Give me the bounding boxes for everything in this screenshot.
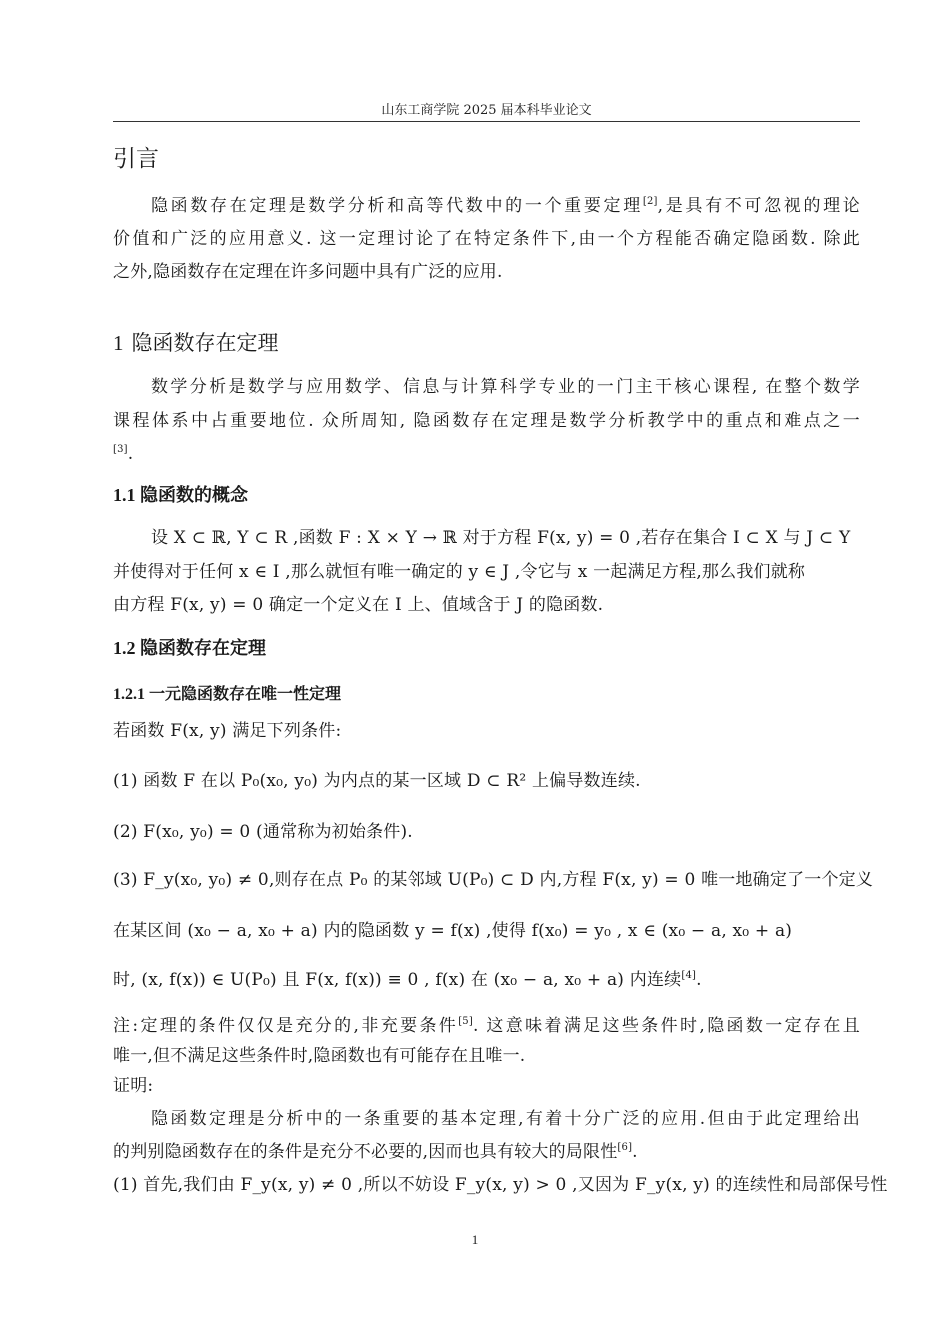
citation: [2] — [642, 196, 658, 207]
condition-3-line-1: (3) F_y(x₀, y₀) ≠ 0,则存在点 P₀ 的某邻域 U(P₀) ⊂ D 内,方程 F(x, y) = 0 唯一地确定了一个定义 — [113, 870, 874, 890]
section-1-2-1-heading: 1.2.1 一元隐函数存在唯一性定理 — [113, 686, 342, 703]
proof-line-3: (1) 首先,我们由 F_y(x, y) ≠ 0 ,所以不妨设 F_y(x, y) > 0 ,又因为 F_y(x, y) 的连续性和局部保号性 — [113, 1175, 888, 1195]
intro-line-2: 价值和广泛的应用意义. 这一定理讨论了在特定条件下,由一个方程能否确定隐函数. 除此 — [113, 229, 860, 249]
section-1-1-line-2: 并使得对于任何 x ∈ I ,那么就恒有唯一确定的 y ∈ J ,令它与 x 一起满足方程,那么我们就称 — [113, 562, 806, 582]
citation: [6] — [617, 1142, 633, 1153]
note-line-2: 唯一,但不满足这些条件时,隐函数也有可能存在且唯一. — [113, 1046, 526, 1066]
page-number: 1 — [471, 1232, 479, 1247]
section-1-1-line-3: 由方程 F(x, y) = 0 确定一个定义在 I 上、值域含于 J 的隐函数. — [113, 595, 604, 615]
citation: [4] — [681, 970, 697, 981]
proof-line-1: 隐函数定理是分析中的一条重要的基本定理,有着十分广泛的应用.但由于此定理给出 — [151, 1109, 860, 1129]
proof-label: 证明: — [113, 1076, 154, 1096]
note-line-1: 注:定理的条件仅仅是充分的,非充要条件[5]. 这意味着满足这些条件时,隐函数一定存在且 — [113, 1016, 860, 1036]
section-1-line-1: 数学分析是数学与应用数学、信息与计算科学专业的一门主干核心课程, 在整个数学 — [151, 377, 860, 397]
intro-heading: 引言 — [113, 146, 159, 172]
section-1-1-heading: 1.1 隐函数的概念 — [113, 485, 248, 505]
intro-line-1: 隐函数存在定理是数学分析和高等代数中的一个重要定理[2],是具有不可忽视的理论 — [151, 196, 860, 216]
condition-3-line-3: 时, (x, f(x)) ∈ U(P₀) 且 F(x, f(x)) ≡ 0 , f(x) 在 (x₀ − a, x₀ + a) 内连续[4]. — [113, 970, 702, 990]
condition-3-line-2: 在某区间 (x₀ − a, x₀ + a) 内的隐函数 y = f(x) ,使得 f(x₀) = y₀ , x ∈ (x₀ − a, x₀ + a) — [113, 921, 793, 941]
theorem-intro: 若函数 F(x, y) 满足下列条件: — [113, 721, 342, 741]
condition-1: (1) 函数 F 在以 P₀(x₀, y₀) 为内点的某一区域 D ⊂ R² 上偏导数连续. — [113, 771, 641, 791]
section-1-2-heading: 1.2 隐函数存在定理 — [113, 638, 266, 658]
section-1-heading: 1 隐函数存在定理 — [113, 331, 279, 355]
running-header: 山东工商学院 2025 届本科毕业论文 — [381, 103, 592, 118]
condition-2: (2) F(x₀, y₀) = 0 (通常称为初始条件). — [113, 822, 413, 842]
section-1-line-3: [3]. — [113, 444, 134, 464]
intro-line-3: 之外,隐函数存在定理在许多问题中具有广泛的应用. — [113, 262, 503, 282]
citation: [5] — [458, 1016, 473, 1027]
section-1-1-line-1: 设 X ⊂ ℝ, Y ⊂ R ,函数 F : X × Y → ℝ 对于方程 F(x, y) = 0 ,若存在集合 I ⊂ X 与 J ⊂ Y — [151, 528, 851, 548]
citation: [3] — [113, 444, 128, 455]
proof-line-2: 的判别隐函数存在的条件是充分不必要的,因而也具有较大的局限性[6]. — [113, 1142, 638, 1162]
header-rule — [113, 121, 860, 122]
section-1-line-2: 课程体系中占重要地位. 众所周知, 隐函数存在定理是数学分析教学中的重点和难点之一 — [113, 411, 860, 431]
